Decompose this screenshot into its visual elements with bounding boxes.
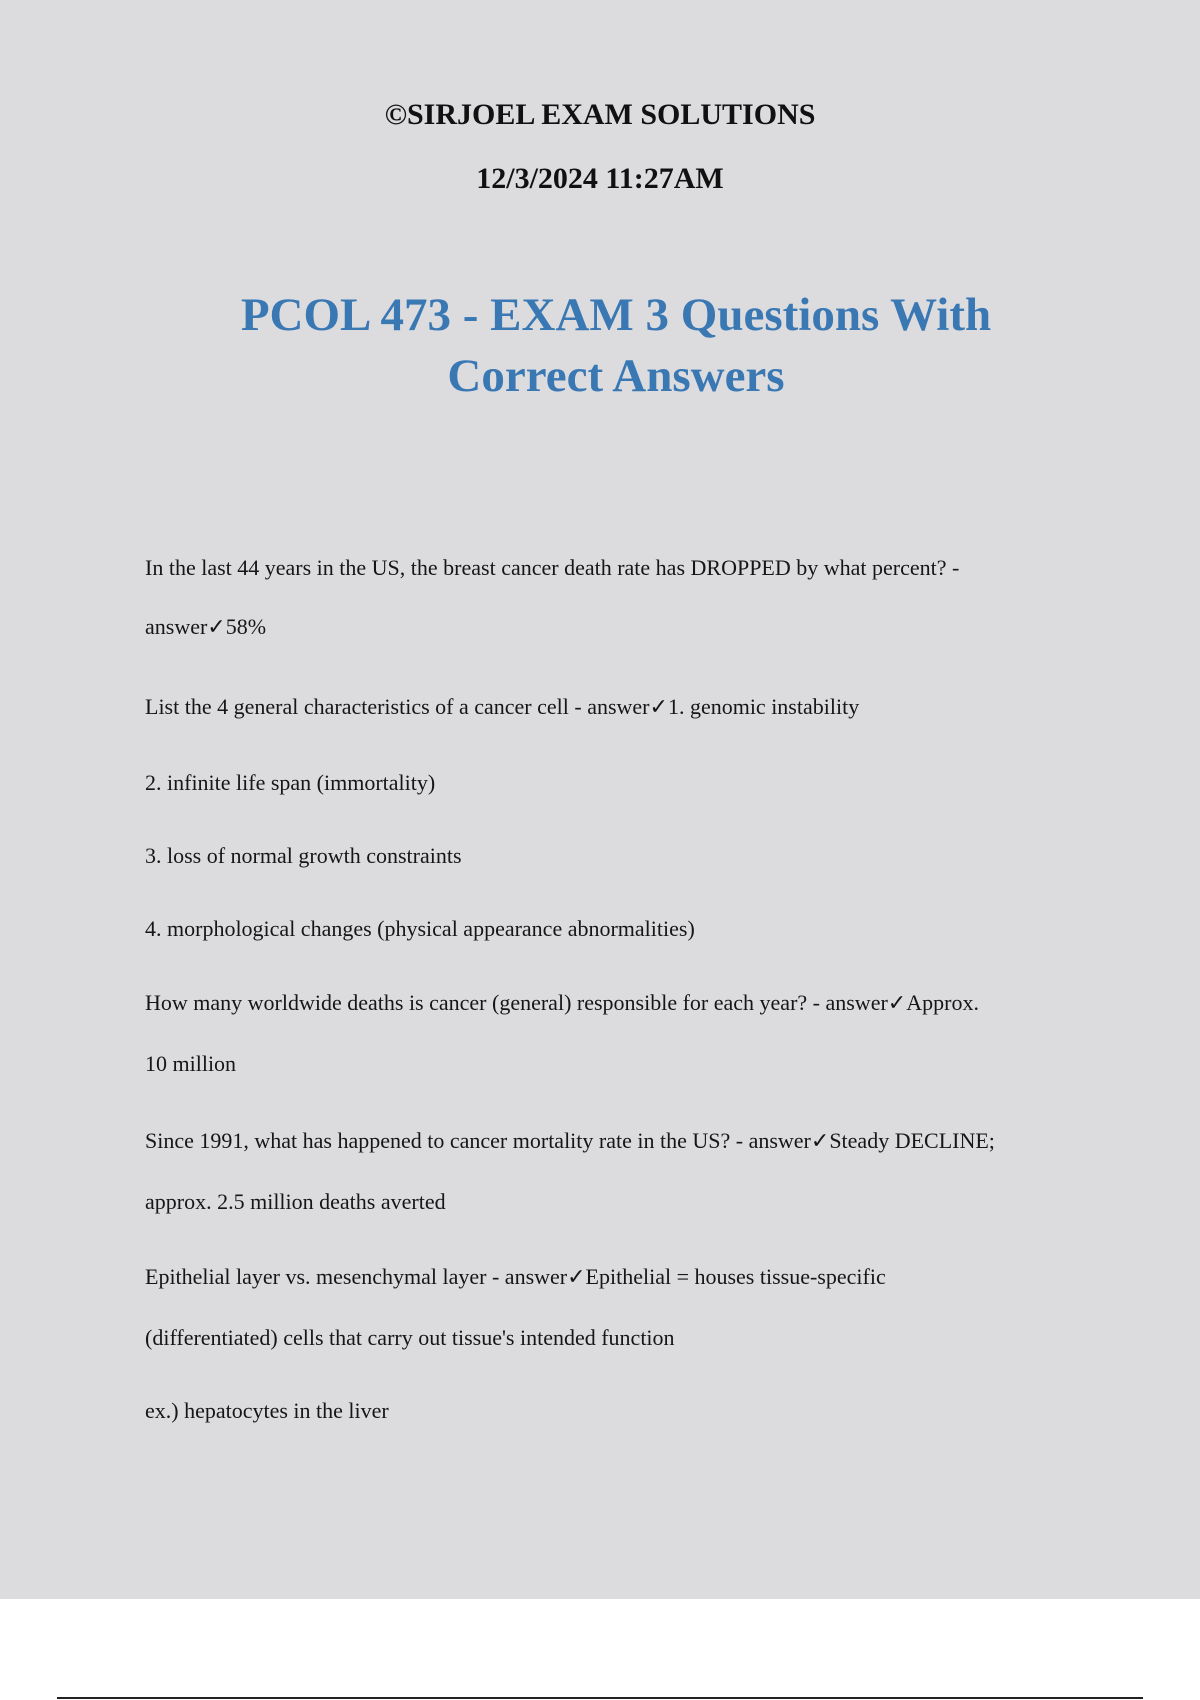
answer-line: 4. morphological changes (physical appearance abnormalities) (145, 916, 695, 941)
document-date: 12/3/2024 11:27AM (476, 162, 724, 195)
answer-line: 10 million (145, 1051, 237, 1076)
question-line: Since 1991, what has happened to cancer mortality rate in the US? - answer✓Steady DECLINE; (145, 1128, 995, 1153)
answer-line: 2. infinite life span (immortality) (145, 770, 436, 795)
answer-line: answer✓58% (145, 614, 267, 639)
question-line: How many worldwide deaths is cancer (general) responsible for each year? - answer✓Approx. (145, 990, 979, 1015)
page-divider (57, 1697, 1143, 1699)
answer-line: approx. 2.5 million deaths averted (145, 1189, 446, 1214)
watermark-header: ©SIRJOEL EXAM SOLUTIONS (384, 98, 816, 131)
document-title: PCOL 473 - EXAM 3 Questions With Correct Answers (240, 289, 992, 402)
question-line: List the 4 general characteristics of a cancer cell - answer✓1. genomic instability (145, 694, 860, 719)
question-line: In the last 44 years in the US, the breast cancer death rate has DROPPED by what percent? - (145, 555, 960, 580)
answer-line: (differentiated) cells that carry out tissue's intended function (145, 1325, 675, 1350)
answer-line: 3. loss of normal growth constraints (145, 843, 462, 868)
answer-line: ex.) hepatocytes in the liver (145, 1398, 389, 1423)
question-line: Epithelial layer vs. mesenchymal layer - answer✓Epithelial = houses tissue-specific (145, 1264, 886, 1289)
